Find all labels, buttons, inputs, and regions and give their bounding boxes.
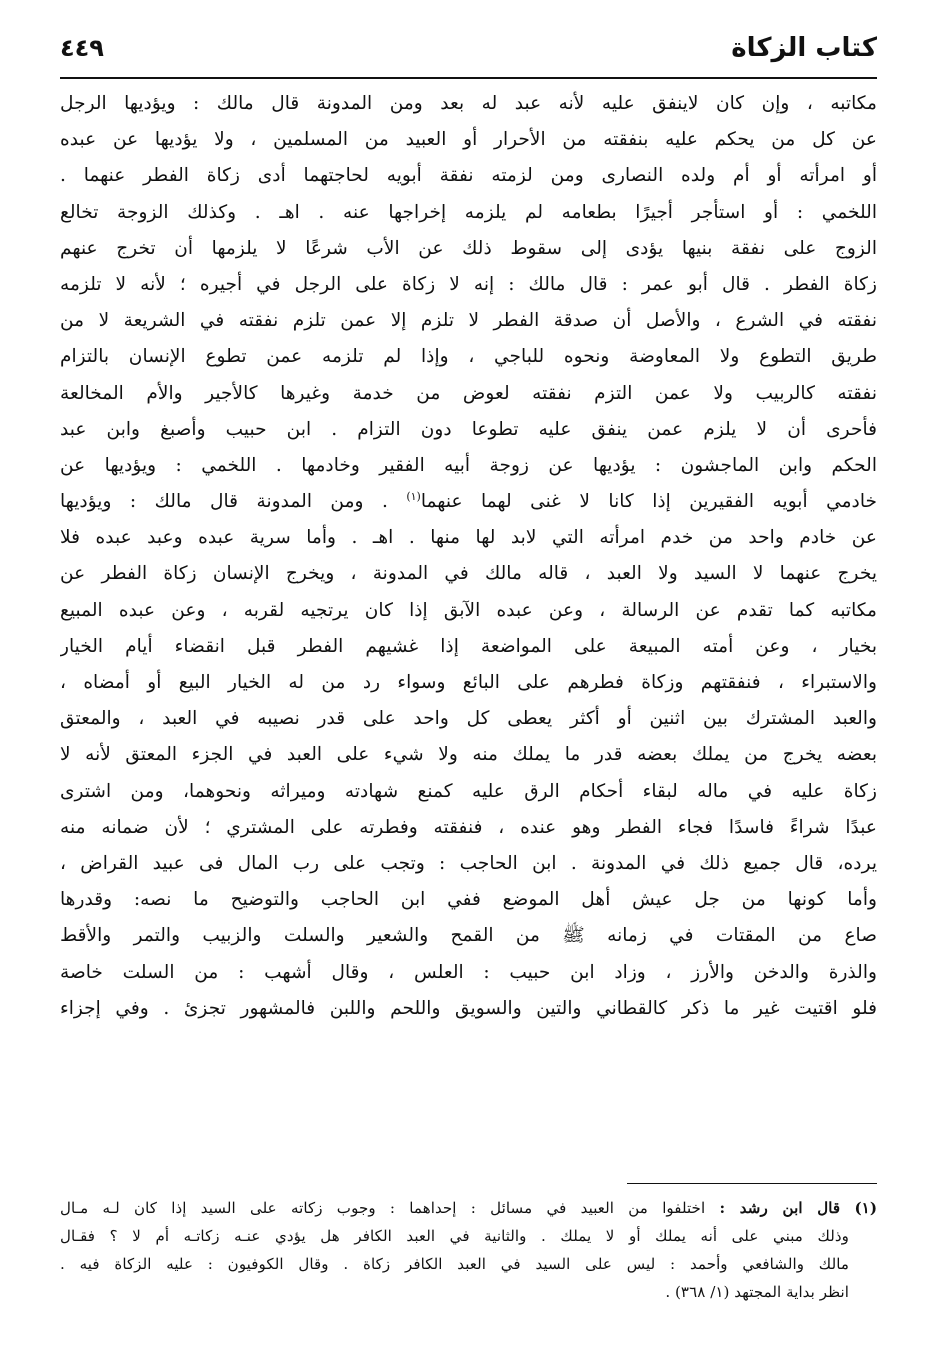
footnotes: [60, 1194, 877, 1306]
text-line: عن كل من يحكم عليه بنفقته من الأحرار أو العبيد من المسلمين ، ولا يؤديها عن عبده: [60, 129, 877, 151]
text-segment: . ومن المدونة قال مالك : ويؤديها: [60, 491, 388, 513]
footnote-lead: قال ابن رشد :: [719, 1199, 841, 1217]
footnote-divider: [627, 1183, 877, 1184]
text-line: الزوج على نفقة بنيها يؤدى إلى سقوط ذلك عن الأب شرعًا لا يلزمها أن تخرج عنهم: [60, 237, 877, 259]
page-number: ٤٤٩: [60, 34, 104, 62]
text-line: يخرج عنهما لا السيد ولا العبد ، قاله مالك في المدونة ، ويخرج الإنسان زكاة الفطر عن: [60, 563, 877, 585]
text-line: الحكم وابن الماجشون : يؤديها عن زوجة أبيه الفقير وخادمها . اللخمي : ويؤديها عن: [60, 454, 877, 476]
text-line: اللخمي : أو استأجر أجيرًا بطعامه لم يلزمه إخراجها عنه . اهـ . وكذلك الزوجة تخالع: [60, 201, 877, 223]
main-text: [60, 86, 877, 1027]
text-line: بعضه يخرج من يملك بعضه قدر ما يملك منه ولا شيء على العبد في الجزء المعتق لأنه لا: [60, 744, 877, 766]
text-line: والذرة والدخن والأرز ، وزاد ابن حبيب : العلس ، وقال أشهب : من السلت خاصة: [60, 961, 877, 983]
text-line: نفقته في الشرع ، والأصل أن صدقة الفطر لا تلزم إلا عمن تلزم نفقته في الشريعة لا من: [60, 310, 877, 332]
text-line: فأحرى أن لا يلزم عمن ينفق عليه تطوعا دون التزام . ابن حبيب وأصبغ وابن عبد: [60, 418, 877, 440]
text-line: وأما كونها من جل عيش أهل الموضع ففي ابن الحاجب والتوضيح ما نصه: وقدرها: [60, 889, 877, 911]
footnote-line: انظر بداية المجتهد (١/ ٣٦٨) .: [665, 1283, 849, 1301]
text-line: والاستبراء ، فنفقتهم وزكاة فطرهم على البائع وسواء رد من له الخيار البيع أو أمضاه ،: [60, 672, 877, 693]
text-line: عبدًا شراءً فاسدًا فجاء الفطر وهو عنده ، فنفقته وفطرته على المشتري ؛ لأن ضمانه منه: [60, 816, 877, 838]
text-line: فلو اقتيت غير ما ذكر كالقطاني والتين والسويق واللحم واللبن فالمشهور تجزئ . وفي إجزاء: [60, 997, 877, 1019]
text-line: زكاة الفطر . قال أبو عمر : قال مالك : إنه لا زكاة على الرجل في أجيره ؛ لأنه لا تلزمه: [60, 273, 877, 295]
text-line: صاع من المقتات في زمانه ﷺ من القمح والشعير والسلت والزبيب والتمر والأقط: [60, 925, 877, 947]
footnote-reference[interactable]: (١): [406, 489, 421, 503]
footnote-line: وذلك مبني على أنه يملك أو لا يملك . والثانية في العبد الكافر هل يؤدي عنـه زكاتـه أم لا ؟ فقـال: [60, 1227, 849, 1245]
text-line: مكاتبه ، وإن كان لاينفق عليه لأنه عبد له بعد ومن المدونة قال مالك : ويؤديها الرجل: [60, 93, 877, 114]
text-line: يرده، قال جميع ذلك في المدونة . ابن الحاجب : وتجب على رب المال فى عبيد القراض ،: [60, 852, 877, 874]
page-header: [60, 26, 877, 74]
header-divider: [60, 77, 877, 79]
chapter-title: كتاب الزكاة: [731, 33, 877, 63]
text-line: طريق التطوع ولا المعاوضة ونحوه للباجي ، وإذا لم تلزمه عمن تطوع الإنسان بالتزام: [60, 346, 877, 368]
text-line: عن خادم واحد من خدم امرأته التي لابد لها منها . اهـ . وأما سرية عبده وعبد عبده فلا: [60, 527, 877, 549]
footnote-line: [60, 1194, 877, 1222]
text-line-with-footnote-ref: [60, 484, 877, 520]
text-segment: خادمي أبويه الفقيرين إذا كانا لا غنى لهما عنهما: [420, 491, 877, 513]
text-line: زكاة عليه في ماله لبقاء أحكام الرق عليه كمنع شهادته وميراثه ونحوهما، ومن اشترى: [60, 780, 877, 802]
footnote-line: مالك والشافعي وأحمد : ليس على السيد في العبد الكافر زكاة . وقال الكوفيون : عليه الزكاة فيه .: [60, 1255, 849, 1273]
text-line: أو امرأته أو أم ولده النصارى ومن لزمته نفقة أبويه لحاجتهما أدى زكاة الفطر عنهما .: [60, 165, 877, 187]
footnote-marker: (١): [854, 1199, 877, 1217]
text-line: والعبد المشترك بين اثنين أو أكثر يعطى كل واحد على قدر نصيبه في العبد ، والمعتق: [60, 708, 877, 730]
text-line: بخيار ، وعن أمته المبيعة على المواضعة إذا غشيهم الفطر قبل انقضاء أيام الخيار: [60, 635, 877, 657]
footnote-text: اختلفوا من العبيد في مسائل : إحداهما : وجوب زكاته على السيد إذا كان لـه مـال: [60, 1199, 706, 1217]
text-line: نفقته كالربيب ولا عمن التزم نفقته لعوض من خدمة وغيرها كالأجير والأم المخالعة: [60, 382, 877, 404]
text-line: مكاتبه كما تقدم عن الرسالة ، وعن عبده الآبق إذا كان يرتجيه لقربه ، وعن عبده المبيع: [60, 599, 877, 621]
